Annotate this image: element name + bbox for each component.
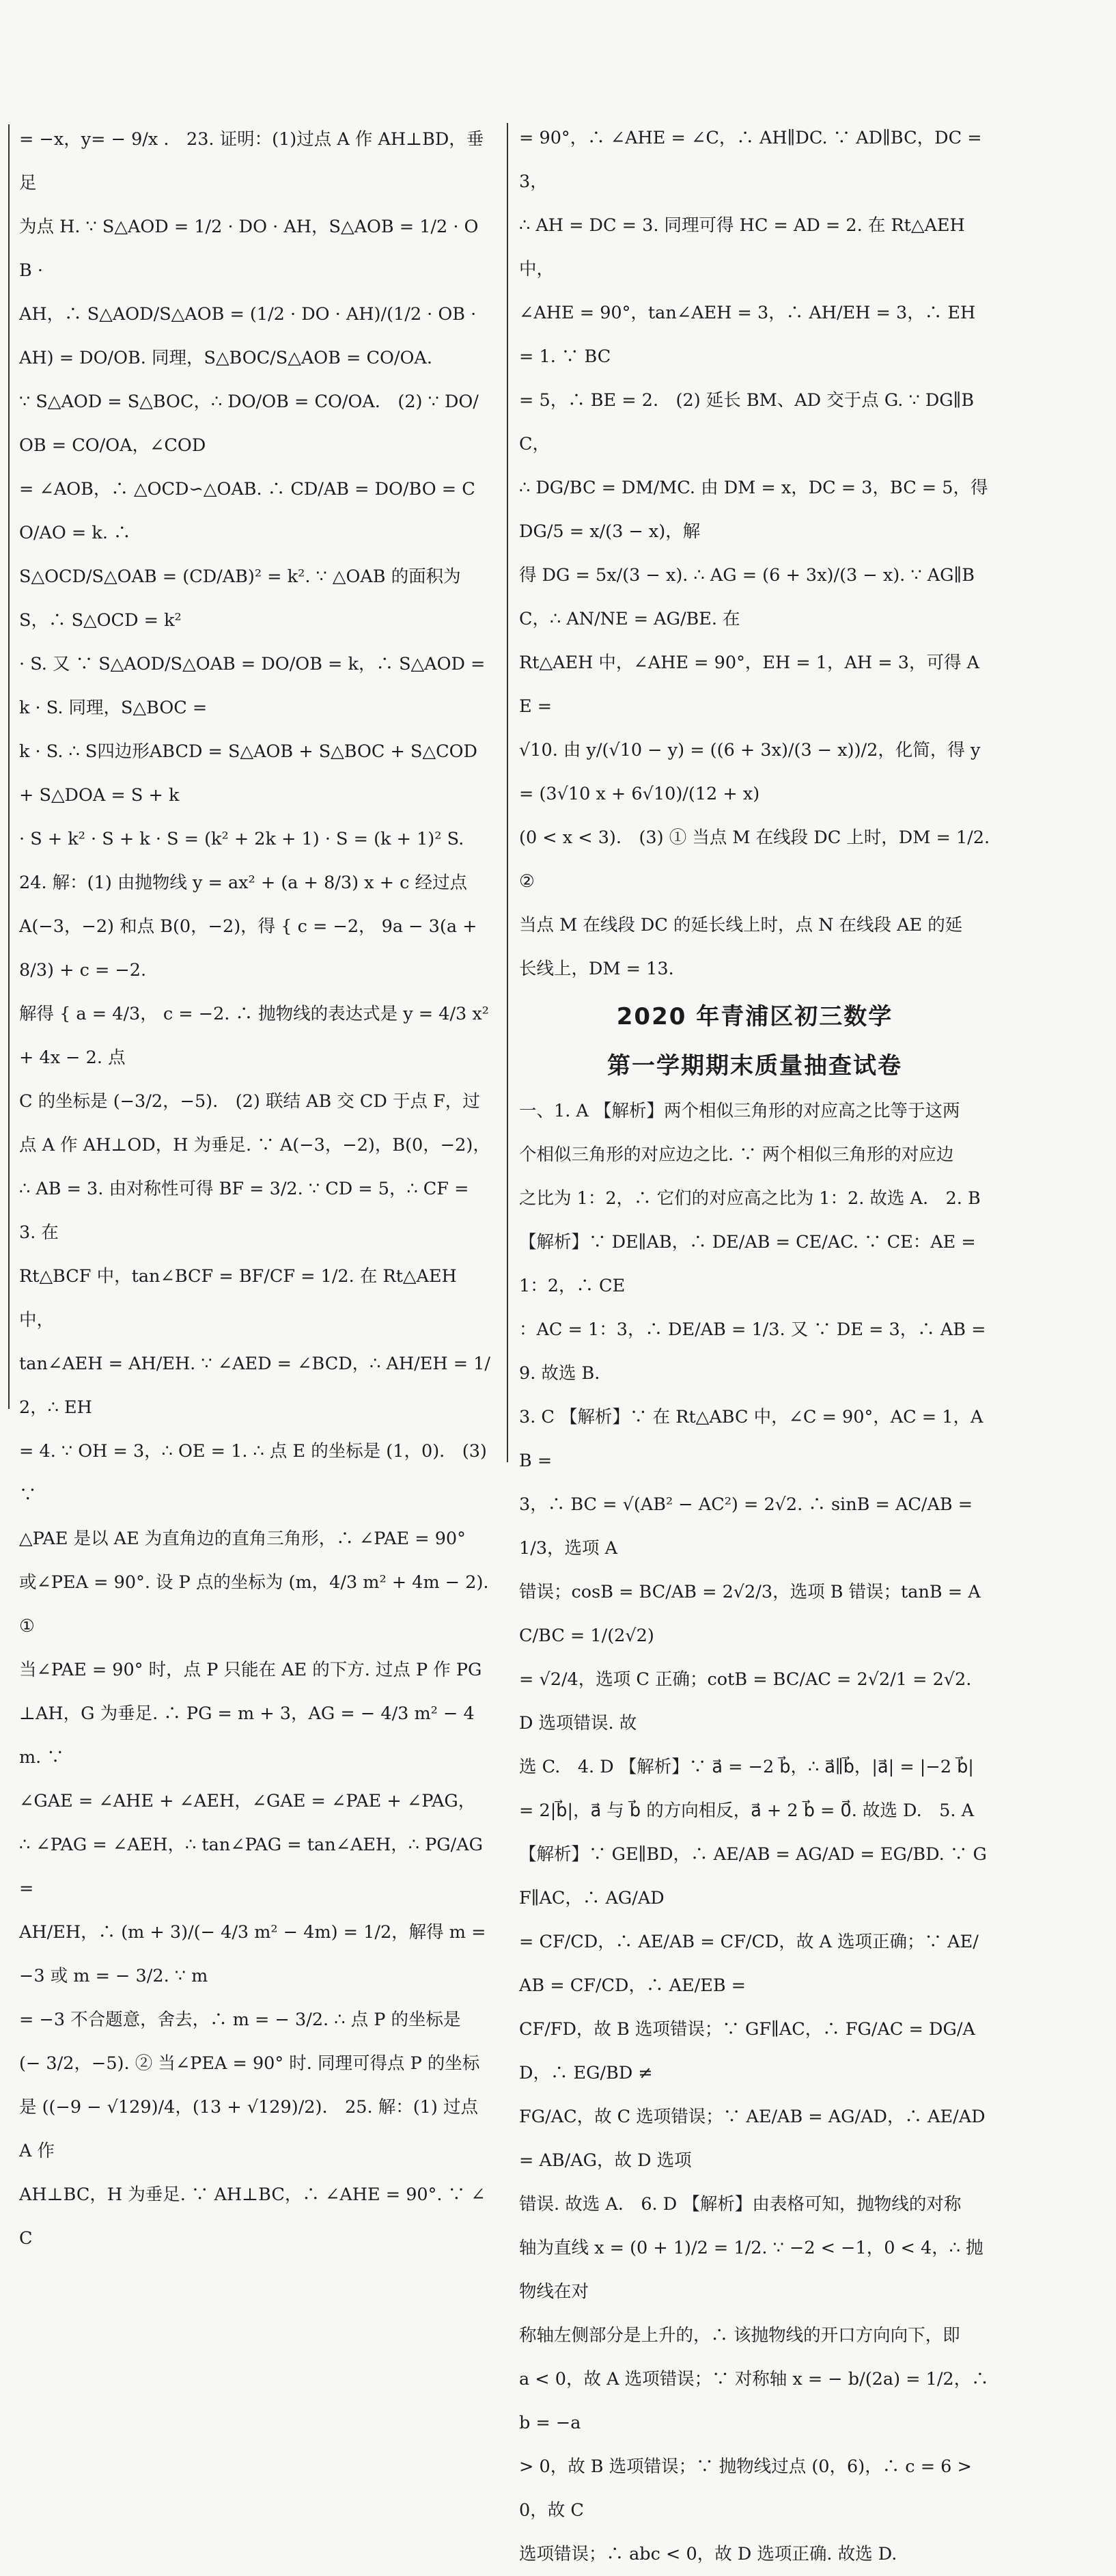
- text-line: 错误；cosB = BC/AB = 2√2/3，选项 B 错误；tanB = AC/BC = 1/(2√2): [519, 1582, 981, 1646]
- text-line: ∴ AH = DC = 3. 同理可得 HC = AD = 2. 在 Rt△AEH 中，: [519, 215, 971, 279]
- text-line: = 5，∴ BE = 2. (2) 延长 BM、AD 交于点 G. ∵ DG∥BC，: [519, 390, 975, 454]
- text-line: = ∠AOB，∴ △OCD∽△OAB. ∴ CD/AB = DO/BO = CO/AO = k. ∴: [19, 479, 475, 543]
- text-line: ∵ S△AOD = S△BOC，∴ DO/OB = CO/OA. (2) ∵ DO/OB = CO/OA，∠COD: [19, 392, 479, 456]
- text-line: (− 3/2，−5). ② 当∠PEA = 90° 时. 同理可得点 P 的坐标: [19, 2053, 480, 2074]
- text-line: ∴ DG/BC = DM/MC. 由 DM = x，DC = 3，BC = 5，得 DG/5 = x/(3 − x)，解: [519, 478, 994, 542]
- text-line: (0 < x < 3). (3) ① 当点 M 在线段 DC 上时，DM = 1/2. ②: [519, 827, 996, 892]
- text-line: 【解析】∵ GE∥BD，∴ AE/AB = AG/AD = EG/BD. ∵ GF∥AC，∴ AG/AD: [519, 1844, 987, 1908]
- text-line: ⊥AH，G 为垂足. ∴ PG = m + 3，AG = − 4/3 m² − 4m. ∵: [19, 1703, 475, 1768]
- text-line: k · S. ∴ S四边形ABCD = S△AOB + S△BOC + S△COD + S△DOA = S + k: [19, 741, 484, 806]
- text-line: AH，∴ S△AOD/S△AOB = (1/2 · DO · AH)/(1/2 · OB · AH) = DO/OB. 同理，S△BOC/S△AOB = CO/OA.: [19, 304, 482, 368]
- text-line: 之比为 1：2，∴ 它们的对应高之比为 1：2. 故选 A. 2. B: [519, 1188, 981, 1209]
- text-line: 长线上，DM = 13.: [519, 959, 674, 979]
- section-subtitle: 第一学期期末质量抽查试卷: [607, 1052, 902, 1080]
- text-line: 错误. 故选 A. 6. D 【解析】由表格可知，抛物线的对称: [519, 2194, 962, 2215]
- text-line: 解得 { a = 4/3， c = −2. ∴ 抛物线的表达式是 y = 4/3 x² + 4x − 2. 点: [19, 1004, 495, 1068]
- text-line: = CF/CD，∴ AE/AB = CF/CD，故 A 选项正确；∵ AE/AB = CF/CD，∴ AE/EB =: [519, 1932, 979, 1996]
- text-line: ∴ AB = 3. 由对称性可得 BF = 3/2. ∵ CD = 5，∴ CF = 3. 在: [19, 1179, 475, 1243]
- text-line: · S + k² · S + k · S = (k² + 2k + 1) · S = (k + 1)² S.: [19, 829, 464, 849]
- text-line: > 0，故 B 选项错误；∵ 抛物线过点 (0，6)，∴ c = 6 > 0，故 C: [519, 2456, 977, 2521]
- text-line: 是 ((−9 − √129)/4，(13 + √129)/2). 25. 解：(1) 过点 A 作: [19, 2097, 484, 2161]
- text-line: AH/EH，∴ (m + 3)/(− 4/3 m² − 4m) = 1/2，解得 m = −3 或 m = − 3/2. ∵ m: [19, 1922, 492, 1986]
- right-column: [519, 116, 996, 2576]
- text-line: 24. 解：(1) 由抛物线 y = ax² + (a + 8/3) x + c 经过点: [19, 873, 468, 893]
- text-line: 选项错误；∴ abc < 0，故 D 选项正确. 故选 D.: [519, 2544, 897, 2564]
- text-line: 一、1. A 【解析】两个相似三角形的对应高之比等于这两: [519, 1101, 960, 1121]
- text-line: = 4. ∵ OH = 3，∴ OE = 1. ∴ 点 E 的坐标是 (1，0). (3) ∵: [19, 1441, 492, 1505]
- text-line: = −3 不合题意，舍去，∴ m = − 3/2. ∴ 点 P 的坐标是: [19, 2010, 461, 2030]
- text-line: = 90°，∴ ∠AHE = ∠C，∴ AH∥DC. ∵ AD∥BC，DC = 3，: [519, 128, 988, 192]
- text-line: AH⊥BC，H 为垂足. ∵ AH⊥BC，∴ ∠AHE = 90°. ∵ ∠C: [19, 2184, 486, 2249]
- text-line: ∠AHE = 90°，tan∠AEH = 3，∴ AH/EH = 3，∴ EH = 1. ∵ BC: [519, 303, 981, 367]
- left-column: [19, 118, 495, 2260]
- text-line: 称轴左侧部分是上升的，∴ 该抛物线的开口方向向下，即: [519, 2325, 960, 2346]
- text-line: = √2/4，选项 C 正确；cotB = BC/AC = 2√2/1 = 2√2. D 选项错误. 故: [519, 1669, 977, 1734]
- text-line: S△OCD/S△OAB = (CD/AB)² = k². ∵ △OAB 的面积为 S，∴ S△OCD = k²: [19, 566, 466, 631]
- text-line: 轴为直线 x = (0 + 1)/2 = 1/2. ∵ −2 < −1，0 < 4，∴ 抛物线在对: [519, 2238, 984, 2302]
- text-line: · S. 又 ∵ S△AOD/S△OAB = DO/OB = k，∴ S△AOD = k · S. 同理，S△BOC =: [19, 654, 491, 718]
- text-line: 得 DG = 5x/(3 − x). ∴ AG = (6 + 3x)/(3 − x). ∵ AG∥BC，∴ AN/NE = AG/BE. 在: [519, 565, 975, 629]
- text-line: 3. C 【解析】∵ 在 Rt△ABC 中，∠C = 90°，AC = 1，AB =: [519, 1407, 984, 1471]
- text-line: ：AC = 1：3，∴ DE/AB = 1/3. 又 ∵ DE = 3，∴ AB = 9. 故选 B.: [519, 1319, 992, 1384]
- text-line: CF/FD，故 B 选项错误；∵ GF∥AC，∴ FG/AC = DG/AD，∴ EG/BD ≠: [519, 2019, 975, 2083]
- text-line: 为点 H. ∵ S△AOD = 1/2 · DO · AH，S△AOB = 1/2 · OB ·: [19, 217, 479, 281]
- text-line: Rt△AEH 中，∠AHE = 90°，EH = 1，AH = 3，可得 AE =: [519, 653, 979, 717]
- text-line: 或∠PEA = 90°. 设 P 点的坐标为 (m，4/3 m² + 4m − 2). ①: [19, 1572, 494, 1636]
- text-line: 3，∴ BC = √(AB² − AC²) = 2√2. ∴ sinB = AC/AB = 1/3，选项 A: [519, 1494, 979, 1559]
- text-line: 当∠PAE = 90° 时，点 P 只能在 AE 的下方. 过点 P 作 PG: [19, 1660, 482, 1680]
- text-line: 当点 M 在线段 DC 的延长线上时，点 N 在线段 AE 的延: [519, 915, 963, 935]
- text-line: = 2|b⃗|，a⃗ 与 b⃗ 的方向相反，a⃗ + 2 b⃗ = 0⃗. 故选 D. 5. A: [519, 1800, 975, 1821]
- text-line: FG/AC，故 C 选项错误；∵ AE/AB = AG/AD，∴ AE/AD = AB/AG，故 D 选项: [519, 2107, 991, 2171]
- text-line: 点 A 作 AH⊥OD，H 为垂足. ∵ A(−3，−2)，B(0，−2)，: [19, 1135, 490, 1155]
- text-line: △PAE 是以 AE 为直角边的直角三角形，∴ ∠PAE = 90°: [19, 1529, 466, 1549]
- text-line: 【解析】∵ DE∥AB，∴ DE/AB = CE/AC. ∵ CE：AE = 1：2，∴ CE: [519, 1232, 981, 1296]
- text-line: 选 C. 4. D 【解析】∵ a⃗ = −2 b⃗，∴ a⃗∥b⃗，|a⃗| = |−2 b⃗|: [519, 1757, 974, 1777]
- text-line: = −x，y= − 9/x . 23. 证明：(1)过点 A 作 AH⊥BD，垂足: [19, 129, 484, 193]
- text-line: a < 0，故 A 选项错误；∵ 对称轴 x = − b/(2a) = 1/2，∴ b = −a: [519, 2369, 994, 2433]
- text-line: tan∠AEH = AH/EH. ∵ ∠AED = ∠BCD，∴ AH/EH = 1/2，∴ EH: [19, 1354, 490, 1418]
- text-line: A(−3，−2) 和点 B(0，−2)，得 { c = −2， 9a − 3(a + 8/3) + c = −2.: [19, 916, 483, 981]
- text-line: ∴ ∠PAG = ∠AEH，∴ tan∠PAG = tan∠AEH，∴ PG/AG =: [19, 1835, 489, 1899]
- text-line: C 的坐标是 (−3/2，−5). (2) 联结 AB 交 CD 于点 F，过: [19, 1091, 480, 1112]
- text-line: Rt△BCF 中，tan∠BCF = BF/CF = 1/2. 在 Rt△AEH 中，: [19, 1266, 462, 1330]
- text-line: √10. 由 y/(√10 − y) = ((6 + 3x)/(3 − x))/2，化简，得 y = (3√10 x + 6√10)/(12 + x): [519, 740, 986, 804]
- text-line: 个相似三角形的对应边之比. ∵ 两个相似三角形的对应边: [519, 1145, 954, 1165]
- section-title: 2020 年青浦区初三数学: [616, 1003, 893, 1030]
- text-line: ∠GAE = ∠AHE + ∠AEH，∠GAE = ∠PAE + ∠PAG，: [19, 1791, 476, 1811]
